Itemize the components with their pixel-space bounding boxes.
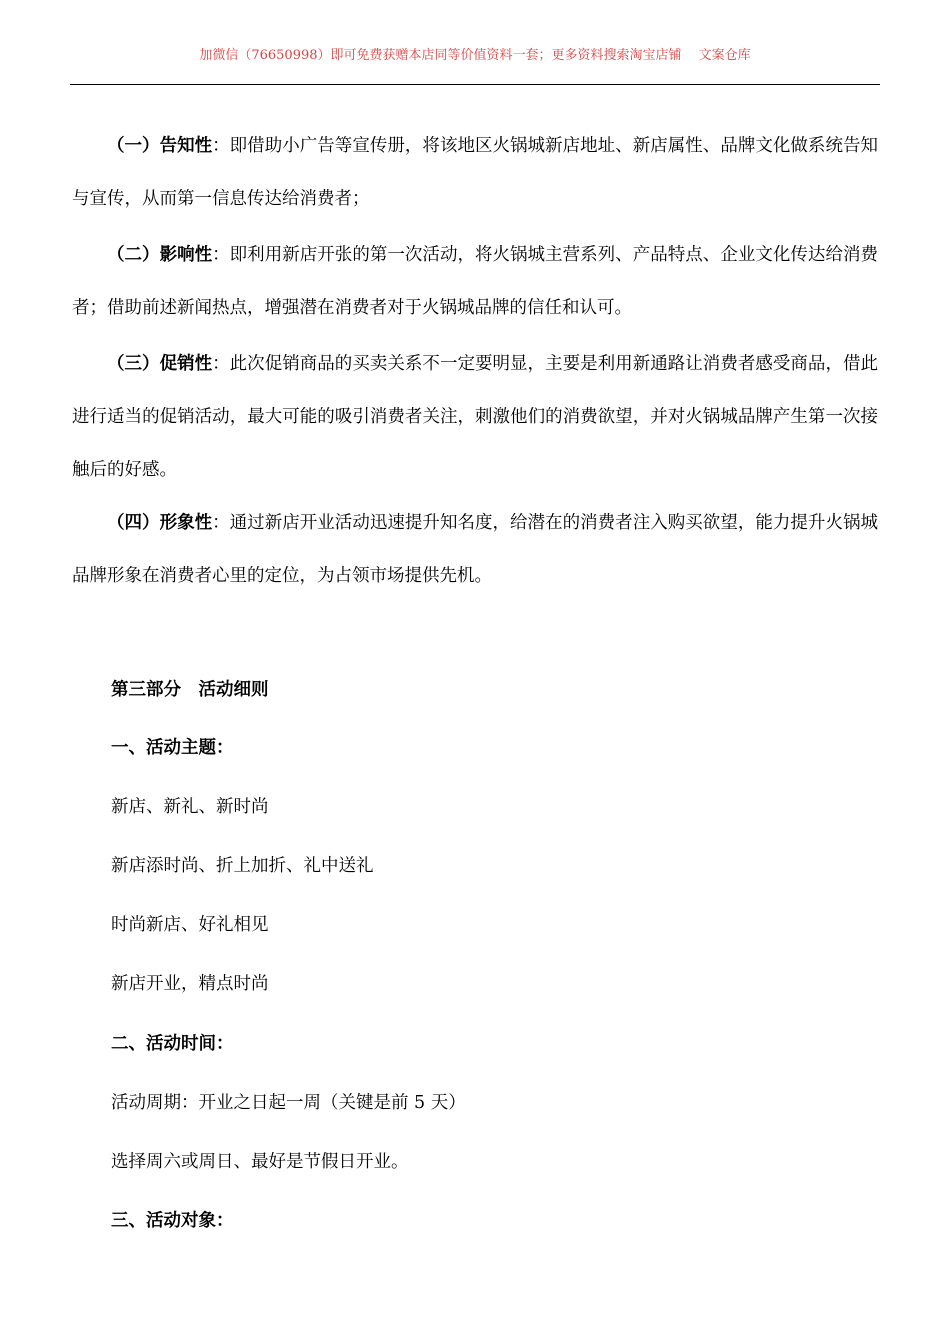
- paragraph-body: ：即利用新店开张的第一次活动，将火锅城主营系列、产品特点、企业文化传达给消费者；借助前述新闻热点，增强潜在消费者对于火锅城品牌的信任和认可。: [72, 245, 878, 318]
- time-line: 活动周期：开业之日起一周（关键是前 5 天）: [111, 1093, 466, 1113]
- heading-activity-target: 三、活动对象：: [111, 1211, 234, 1231]
- paragraph-lead: （一）告知性: [107, 136, 213, 156]
- time-line: 选择周六或周日、最好是节假日开业。: [111, 1152, 409, 1172]
- paragraph-lead: （三）促销性: [107, 354, 213, 374]
- paragraph-image: [72, 497, 878, 603]
- theme-item: 新店、新礼、新时尚: [111, 797, 269, 817]
- theme-item: 新店添时尚、折上加折、礼中送礼: [111, 856, 374, 876]
- theme-item: 新店开业，精点时尚: [111, 974, 269, 994]
- paragraph-awareness: [72, 120, 878, 226]
- section-title: 第三部分 活动细则: [111, 680, 269, 700]
- heading-activity-theme: 一、活动主题：: [111, 738, 234, 758]
- paragraph-promotion: [72, 338, 878, 497]
- paragraph-body: ：即借助小广告等宣传册，将该地区火锅城新店地址、新店属性、品牌文化做系统告知与宣传，从而第一信息传达给消费者；: [72, 136, 878, 209]
- paragraph-lead: （四）形象性: [107, 513, 213, 533]
- heading-activity-time: 二、活动时间：: [111, 1034, 234, 1054]
- theme-item: 时尚新店、好礼相见: [111, 915, 269, 935]
- paragraph-influence: [72, 229, 878, 335]
- paragraph-body: ：此次促销商品的买卖关系不一定要明显，主要是利用新通路让消费者感受商品，借此进行适当的促销活动，最大可能的吸引消费者关注，刺激他们的消费欲望，并对火锅城品牌产生第一次接触后的好感。: [72, 354, 878, 480]
- header-notice: 加微信（76650998）即可免费获赠本店同等价值资料一套；更多资料搜索淘宝店铺 文案仓库: [199, 48, 751, 63]
- header-divider: [70, 84, 880, 85]
- paragraph-body: ：通过新店开业活动迅速提升知名度，给潜在的消费者注入购买欲望，能力提升火锅城品牌形象在消费者心里的定位，为占领市场提供先机。: [72, 513, 878, 586]
- paragraph-lead: （二）影响性: [107, 245, 213, 265]
